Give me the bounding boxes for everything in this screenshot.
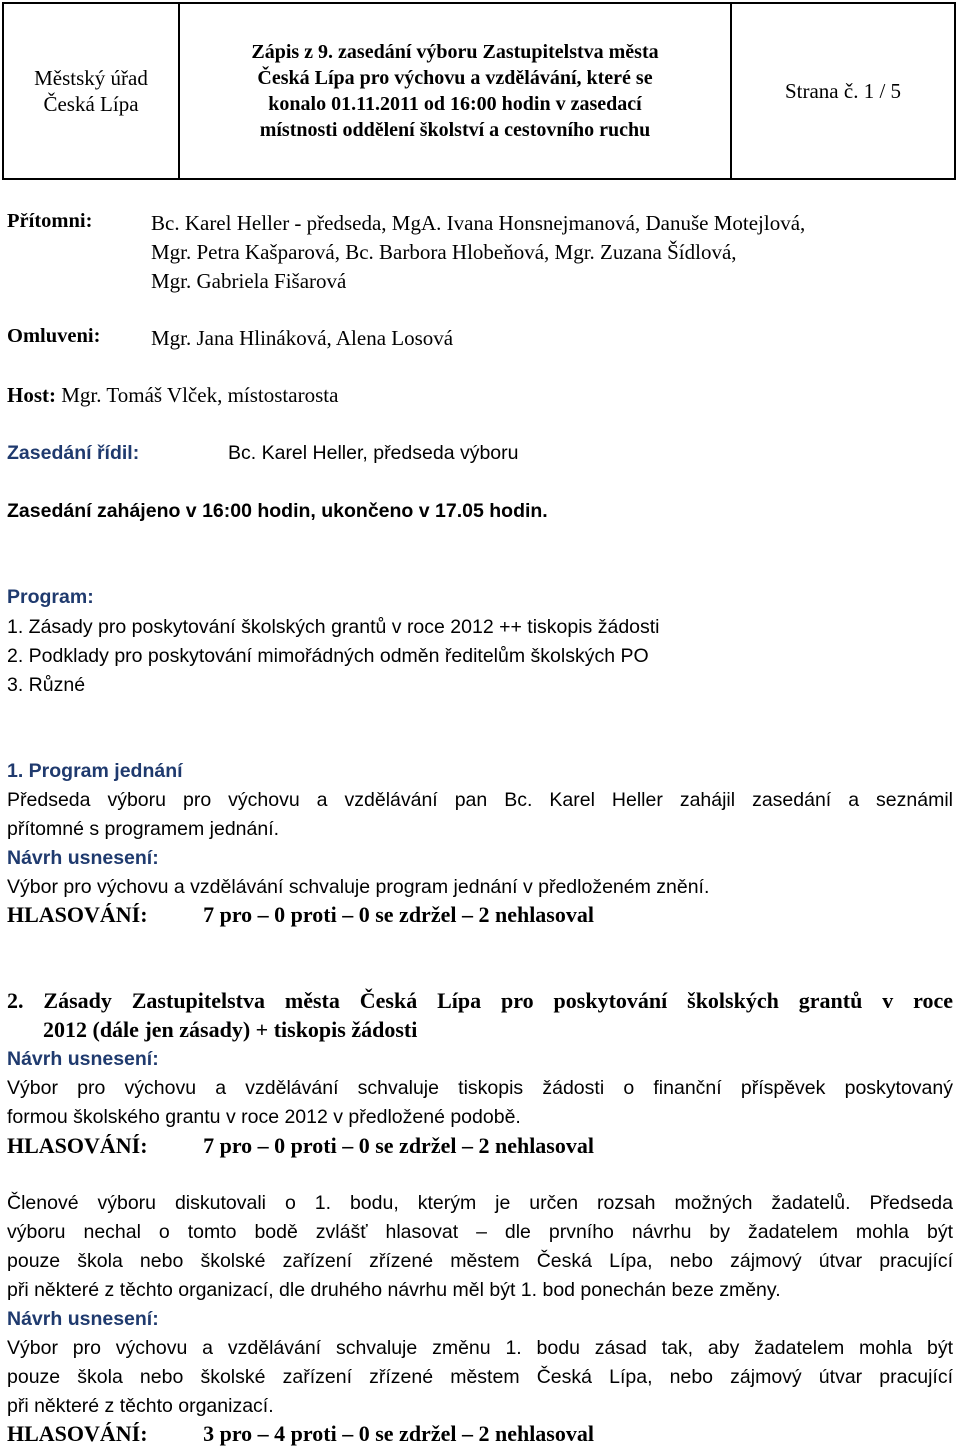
vote-label: HLASOVÁNÍ:: [7, 1133, 148, 1158]
program-item: 1. Zásady pro poskytování školských grantů v roce 2012 ++ tiskopis žádosti: [7, 616, 660, 638]
program-item: 3. Různé: [7, 674, 86, 696]
session-time: Zasedání zahájeno v 16:00 hodin, ukončeno v 17.05 hodin.: [7, 500, 548, 522]
page-number: Strana č. 1 / 5: [784, 78, 902, 103]
proposal-label: Návrh usnesení:: [7, 1048, 159, 1070]
guest-row: [7, 382, 338, 408]
resolution-text: formou školského grantu v roce 2012 v předložené podobě.: [7, 1106, 521, 1128]
resolution-text: Výbor pro výchovu a vzdělávání schvaluje program jednání v předloženém znění.: [7, 876, 710, 898]
section2-heading: 2012 (dále jen zásady) + tiskopis žádosti: [43, 1017, 418, 1042]
present-line: Mgr. Petra Kašparová, Bc. Barbora Hlobeňová, Mgr. Zuzana Šídlová,: [151, 240, 737, 264]
program-label: Program:: [7, 586, 94, 608]
header-table: [2, 2, 956, 180]
vote-label: HLASOVÁNÍ:: [7, 1421, 148, 1446]
vote-label: HLASOVÁNÍ:: [7, 902, 148, 927]
section1-text: přítomné s programem jednání.: [7, 818, 280, 840]
title-line: Zápis z 9. zasedání výboru Zastupitelstva města: [251, 41, 659, 63]
proposal-label: Návrh usnesení:: [7, 1308, 159, 1330]
guest-name: Mgr. Tomáš Vlček, místostarosta: [61, 383, 339, 407]
discussion-text: pouze škola nebo školské zařízení zřízené městem Česká Lípa, nebo zájmový útvar pracující: [7, 1250, 953, 1272]
office-name: Městský úřad: [34, 66, 148, 90]
present-line: Bc. Karel Heller - předseda, MgA. Ivana Honsnejmanová, Danuše Motejlová,: [151, 211, 806, 235]
program-item: 2. Podklady pro poskytování mimořádných odměn ředitelům školských PO: [7, 645, 649, 667]
office-city: Česká Lípa: [43, 92, 139, 116]
vote-result: 7 pro – 0 proti – 0 se zdržel – 2 nehlasoval: [203, 902, 594, 927]
resolution-text: Výbor pro výchovu a vzdělávání schvaluje tiskopis žádosti o finanční příspěvek poskytovaný: [7, 1077, 953, 1099]
proposal-label: Návrh usnesení:: [7, 847, 159, 869]
section1-text: Předseda výboru pro výchovu a vzdělávání pan Bc. Karel Heller zahájil zasedání a seznámil: [7, 789, 953, 811]
vote-result: 3 pro – 4 proti – 0 se zdržel – 2 nehlasoval: [203, 1421, 594, 1446]
present-line: Mgr. Gabriela Fišarová: [151, 269, 347, 293]
resolution-text: Výbor pro výchovu a vzdělávání schvaluje změnu 1. bodu zásad tak, aby žadatelem mohla být: [7, 1337, 953, 1359]
vote-result: 7 pro – 0 proti – 0 se zdržel – 2 nehlasoval: [203, 1133, 594, 1158]
discussion-text: výboru nechal o tomto bodě zvlášť hlasovat – dle prvního návrhu by žadatelem mohla být: [7, 1221, 953, 1243]
vote-row: [7, 1133, 594, 1159]
section2-heading: 2. Zásady Zastupitelstva města Česká Lípa pro poskytování školských grantů v roce: [7, 988, 953, 1013]
office-cell: [4, 4, 180, 178]
chair-name: Bc. Karel Heller, předseda výboru: [228, 442, 519, 464]
section1-heading: 1. Program jednání: [7, 760, 183, 782]
document-title-cell: [180, 4, 732, 178]
guest-label: Host:: [7, 383, 56, 407]
vote-row: [7, 902, 594, 928]
discussion-text: při některé z těchto organizací, dle druhého návrhu měl být 1. bod ponechán beze změny.: [7, 1279, 781, 1301]
page-number-cell: [732, 4, 954, 178]
excused-label: Omluveni:: [7, 325, 101, 347]
present-label: Přítomni:: [7, 210, 93, 232]
title-line: místnosti oddělení školství a cestovního ruchu: [259, 119, 651, 141]
title-line: Česká Lípa pro výchovu a vzdělávání, které se: [257, 67, 653, 89]
resolution-text: pouze škola nebo školské zařízení zřízené městem Česká Lípa, nebo zájmový útvar pracující: [7, 1366, 953, 1388]
title-line: konalo 01.11.2011 od 16:00 hodin v zasedací: [268, 93, 642, 115]
resolution-text: při některé z těchto organizací.: [7, 1395, 274, 1417]
chair-label: Zasedání řídil:: [7, 442, 140, 464]
vote-row: [7, 1421, 594, 1447]
discussion-text: Členové výboru diskutovali o 1. bodu, kterým je určen rozsah možných žadatelů. Předseda: [7, 1192, 953, 1214]
excused-names: Mgr. Jana Hlináková, Alena Losová: [151, 326, 454, 350]
